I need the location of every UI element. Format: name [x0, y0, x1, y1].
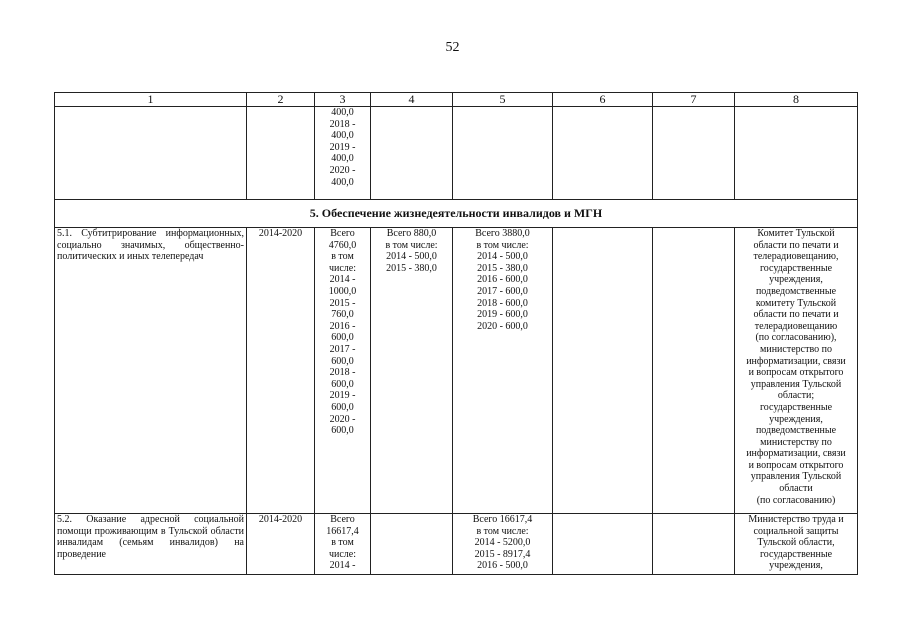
header-cell: 7 — [653, 93, 735, 107]
cell-line: 2016 - — [329, 320, 356, 332]
federal-funding-cell — [371, 228, 453, 514]
cell-line: 600,0 — [331, 378, 354, 390]
funding-total-cell — [315, 228, 371, 514]
cell-line: государственные — [759, 548, 833, 560]
cell-line: 2015 - — [329, 297, 356, 309]
section-title: 5. Обеспечение жизнедеятельности инвалидов и МГН — [55, 200, 858, 228]
cell-line: государственные — [759, 262, 833, 274]
cell-line: 1000,0 — [328, 285, 357, 297]
header-row — [55, 93, 858, 107]
executors-cell — [735, 514, 858, 575]
cell-line: управления Тульской — [750, 471, 842, 483]
cell-line: подведомственные — [755, 285, 837, 297]
cell-line: 2014 - 500,0 — [386, 251, 437, 263]
cell-line: 2018 - — [329, 118, 356, 130]
cell-line: министерство по — [760, 343, 832, 355]
period-cell: 2014-2020 — [247, 514, 315, 575]
cell-line: 2015 - 380,0 — [477, 262, 528, 274]
cell-line: 600,0 — [331, 401, 354, 413]
cell-line: области по печати и — [753, 239, 839, 251]
funding-total-cell — [315, 514, 371, 575]
cell-line: телерадиовещанию, — [753, 251, 839, 263]
cell-line: области по печати и — [753, 309, 839, 321]
cell-line: социальной защиты — [753, 525, 839, 537]
cell-line: Тульской области, — [757, 537, 835, 549]
cell-line: управления Тульской — [750, 378, 842, 390]
cell-line: Всего 16617,4 — [472, 514, 533, 525]
cell-line: учреждения, — [769, 560, 823, 572]
cell-line: 2020 - — [329, 164, 356, 176]
cell-line: 2014 - — [329, 274, 356, 286]
header-cell: 4 — [371, 93, 453, 107]
table-cell — [553, 228, 653, 514]
program-table — [54, 92, 858, 575]
section-row — [55, 200, 858, 228]
executors-cell — [735, 228, 858, 514]
cell-line: информатизации, связи — [746, 355, 846, 367]
cell-line: и вопросам открытого — [748, 367, 844, 379]
cell-line: (по согласованию) — [756, 494, 836, 506]
cell-line: (по согласованию), — [755, 332, 837, 344]
funding-total-cell — [315, 107, 371, 200]
table-cell — [553, 514, 653, 575]
cell-line: 2016 - 600,0 — [477, 274, 528, 286]
cell-line: области — [779, 483, 813, 495]
cell-line: 2020 - 600,0 — [477, 320, 528, 332]
cell-line: комитету Тульской — [755, 297, 837, 309]
cell-line: и вопросам открытого — [748, 459, 844, 471]
header-cell: 8 — [735, 93, 858, 107]
cell-line: числе: — [328, 548, 357, 560]
table-cell — [735, 107, 858, 200]
cell-line: 400,0 — [331, 130, 354, 142]
cell-line: 2018 - 600,0 — [477, 297, 528, 309]
cell-line: 2017 - — [329, 343, 356, 355]
table-cell — [653, 514, 735, 575]
header-cell: 3 — [315, 93, 371, 107]
cell-line: 2019 - — [329, 390, 356, 402]
table-cell — [653, 228, 735, 514]
cell-line: 2015 - 380,0 — [386, 262, 437, 274]
cell-line: подведомственные — [755, 425, 837, 437]
cell-line: 2014 - 500,0 — [477, 251, 528, 263]
cell-line: Всего 880,0 — [386, 228, 437, 239]
cell-line: 2015 - 8917,4 — [474, 548, 531, 560]
cell-line: числе: — [328, 262, 357, 274]
cell-line: области; — [777, 390, 815, 402]
table-cell — [55, 107, 247, 200]
regional-funding-cell — [453, 514, 553, 575]
cell-line: государственные — [759, 401, 833, 413]
cell-line: в том — [331, 537, 354, 549]
cell-line: 600,0 — [331, 332, 354, 344]
cell-line: 2014 - 5200,0 — [474, 537, 531, 549]
cell-line: Всего 3880,0 — [475, 228, 530, 239]
cell-line: телерадиовещанию — [754, 320, 838, 332]
cell-line: 4760,0 — [328, 239, 357, 251]
cell-line: 2019 - 600,0 — [477, 309, 528, 321]
cell-line: 400,0 — [331, 153, 354, 165]
cell-line: информатизации, связи — [746, 448, 846, 460]
cell-line: 400,0 — [331, 176, 354, 188]
cell-line: 2018 - — [329, 367, 356, 379]
cell-line: Министерство труда и — [748, 514, 844, 525]
cell-line: учреждения, — [769, 413, 823, 425]
table-cell — [371, 107, 453, 200]
header-cell: 1 — [55, 93, 247, 107]
cell-line: в том числе: — [476, 525, 529, 537]
cell-line: Всего — [330, 228, 355, 239]
period-cell: 2014-2020 — [247, 228, 315, 514]
cell-line: в том — [331, 251, 354, 263]
cell-line: 2020 - — [329, 413, 356, 425]
cell-line: 760,0 — [331, 309, 354, 321]
cell-line: министерству по — [760, 436, 832, 448]
cell-line: в том числе: — [385, 239, 438, 251]
cell-line: 2014 - — [329, 560, 356, 572]
cell-line: 600,0 — [331, 355, 354, 367]
page-number: 52 — [445, 40, 460, 55]
cell-line: 400,0 — [331, 107, 354, 118]
cell-line: 2016 - 500,0 — [477, 560, 528, 572]
table-cell — [553, 107, 653, 200]
header-cell: 6 — [553, 93, 653, 107]
cell-line: 2017 - 600,0 — [477, 285, 528, 297]
table-cell — [653, 107, 735, 200]
cell-line: 2019 - — [329, 141, 356, 153]
cell-line: учреждения, — [769, 274, 823, 286]
measure-name: 5.1. Субтитрирование информационных, социально значимых, общественно-политических и иных телепередач — [55, 228, 247, 514]
table-cell — [453, 107, 553, 200]
table-row — [55, 228, 858, 514]
table-row — [55, 514, 858, 575]
cell-line: Комитет Тульской — [757, 228, 835, 239]
header-cell: 2 — [247, 93, 315, 107]
measure-name: 5.2. Оказание адресной социальной помощи проживающим в Тульской области инвалидам (семьям инвалидов) на проведение — [55, 514, 247, 575]
table-cell — [247, 107, 315, 200]
cell-line: 16617,4 — [326, 525, 359, 537]
regional-funding-cell — [453, 228, 553, 514]
cell-line: в том числе: — [476, 239, 529, 251]
table-row — [55, 107, 858, 200]
cell-line: Всего — [330, 514, 355, 525]
federal-funding-cell — [371, 514, 453, 575]
header-cell: 5 — [453, 93, 553, 107]
cell-line: 600,0 — [331, 425, 354, 437]
